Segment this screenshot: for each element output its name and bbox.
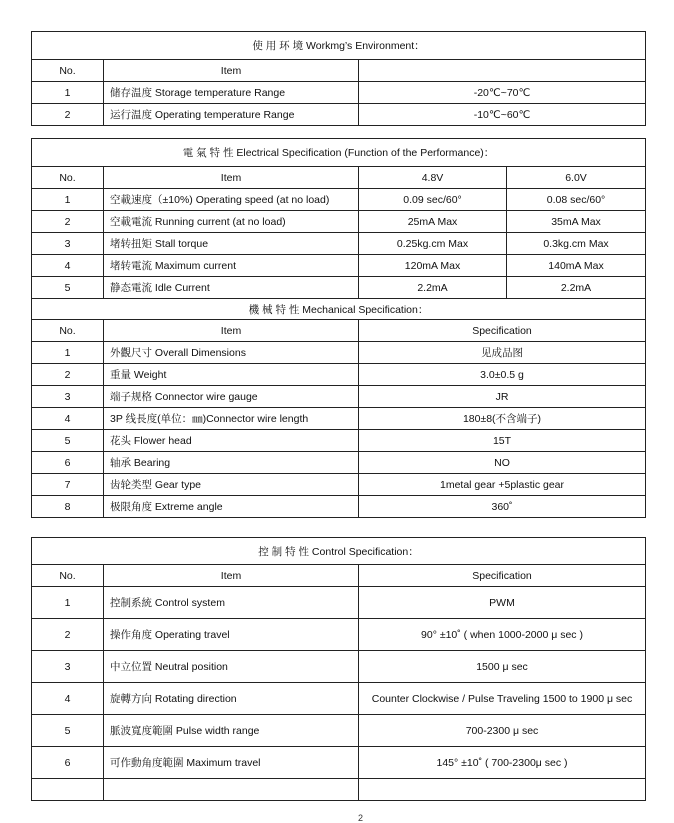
row-no: 5 <box>32 715 104 747</box>
row-item: 重量 Weight <box>104 364 359 386</box>
table-row <box>32 408 646 430</box>
header-item: Item <box>104 320 359 342</box>
header-value <box>359 60 646 82</box>
electrical-mechanical-table <box>31 138 646 518</box>
row-value: 15T <box>359 430 646 452</box>
table-row <box>32 715 646 747</box>
row-no: 5 <box>32 430 104 452</box>
blank-cell <box>359 779 646 801</box>
row-item: 操作角度 Operating travel <box>104 619 359 651</box>
header-item: Item <box>104 60 359 82</box>
header-item: Item <box>104 167 359 189</box>
table-row <box>32 211 646 233</box>
page-number: 2 <box>358 813 364 823</box>
row-no: 3 <box>32 386 104 408</box>
table-row <box>32 277 646 299</box>
row-item: 储存温度 Storage temperature Range <box>104 82 359 104</box>
row-item: 堵转電流 Maximum current <box>104 255 359 277</box>
row-no: 4 <box>32 683 104 715</box>
table-row <box>32 587 646 619</box>
table-row <box>32 619 646 651</box>
row-value: 700-2300 μ sec <box>359 715 646 747</box>
row-item: 控制系統 Control system <box>104 587 359 619</box>
row-value: -10℃~60℃ <box>359 104 646 126</box>
environment-title: 使 用 环 境 Workmg’s Environment： <box>32 32 646 60</box>
row-item: 花头 Flower head <box>104 430 359 452</box>
table-row <box>32 233 646 255</box>
row-value-6-0v: 0.3kg.cm Max <box>507 233 646 255</box>
table-row <box>32 364 646 386</box>
row-value: 1500 μ sec <box>359 651 646 683</box>
table-row <box>32 452 646 474</box>
blank-row <box>32 779 646 801</box>
header-specification: Specification <box>359 565 646 587</box>
row-no: 3 <box>32 651 104 683</box>
row-no: 2 <box>32 364 104 386</box>
row-item: 齿轮类型 Gear type <box>104 474 359 496</box>
header-no: No. <box>32 565 104 587</box>
table-row <box>32 104 646 126</box>
header-item: Item <box>104 565 359 587</box>
table-row <box>32 430 646 452</box>
row-item: 堵转扭矩 Stall torque <box>104 233 359 255</box>
row-no: 8 <box>32 496 104 518</box>
row-value: 1metal gear +5plastic gear <box>359 474 646 496</box>
row-value: 3.0±0.5 g <box>359 364 646 386</box>
row-item: 旋轉方向 Rotating direction <box>104 683 359 715</box>
row-value: -20℃~70℃ <box>359 82 646 104</box>
row-item: 外觀尺寸 Overall Dimensions <box>104 342 359 364</box>
environment-table <box>31 31 646 126</box>
table-row <box>32 651 646 683</box>
row-no: 1 <box>32 189 104 211</box>
row-value-4-8v: 120mA Max <box>359 255 507 277</box>
table-row <box>32 82 646 104</box>
row-value: Counter Clockwise / Pulse Traveling 1500 to 1900 μ sec <box>359 683 646 715</box>
row-item: 轴承 Bearing <box>104 452 359 474</box>
row-item: 静态電流 Idle Current <box>104 277 359 299</box>
control-title: 控 制 特 性 Control Specification： <box>32 538 646 565</box>
row-value-4-8v: 25mA Max <box>359 211 507 233</box>
table-row <box>32 474 646 496</box>
row-value: 145° ±10˚ ( 700-2300μ sec ) <box>359 747 646 779</box>
row-no: 1 <box>32 342 104 364</box>
row-value: 180±8(不含端子) <box>359 408 646 430</box>
row-item: 端子规格 Connector wire gauge <box>104 386 359 408</box>
row-item: 中立位置 Neutral position <box>104 651 359 683</box>
header-6-0v: 6.0V <box>507 167 646 189</box>
row-no: 3 <box>32 233 104 255</box>
row-no: 6 <box>32 452 104 474</box>
row-item: 脈波寬度範圍 Pulse width range <box>104 715 359 747</box>
row-value-4-8v: 2.2mA <box>359 277 507 299</box>
table-row <box>32 386 646 408</box>
row-value: JR <box>359 386 646 408</box>
row-no: 1 <box>32 587 104 619</box>
mechanical-title: 機 械 特 性 Mechanical Specification： <box>32 299 646 320</box>
row-value: NO <box>359 452 646 474</box>
row-no: 1 <box>32 82 104 104</box>
blank-cell <box>104 779 359 801</box>
table-row <box>32 342 646 364</box>
row-item: 可作動角度範圍 Maximum travel <box>104 747 359 779</box>
header-4-8v: 4.8V <box>359 167 507 189</box>
electrical-title: 電 氣 特 性 Electrical Specification (Function of the Performance)： <box>32 139 646 167</box>
table-row <box>32 747 646 779</box>
row-value-6-0v: 35mA Max <box>507 211 646 233</box>
row-no: 2 <box>32 211 104 233</box>
row-value-6-0v: 2.2mA <box>507 277 646 299</box>
row-no: 6 <box>32 747 104 779</box>
table-row <box>32 496 646 518</box>
row-value-6-0v: 140mA Max <box>507 255 646 277</box>
row-item: 空載速度（±10%) Operating speed (at no load) <box>104 189 359 211</box>
table-row <box>32 683 646 715</box>
header-specification: Specification <box>359 320 646 342</box>
row-no: 2 <box>32 104 104 126</box>
row-value: 见成品图 <box>359 342 646 364</box>
row-item: 空載電流 Running current (at no load) <box>104 211 359 233</box>
blank-cell <box>32 779 104 801</box>
row-value: 360˚ <box>359 496 646 518</box>
table-row <box>32 255 646 277</box>
row-no: 2 <box>32 619 104 651</box>
row-no: 5 <box>32 277 104 299</box>
row-value: PWM <box>359 587 646 619</box>
row-value-4-8v: 0.09 sec/60° <box>359 189 507 211</box>
row-item: 3P 线長度(单位：㎜)Connector wire length <box>104 408 359 430</box>
row-value-4-8v: 0.25kg.cm Max <box>359 233 507 255</box>
table-row <box>32 189 646 211</box>
row-item: 极限角度 Extreme angle <box>104 496 359 518</box>
row-no: 4 <box>32 408 104 430</box>
row-item: 运行温度 Operating temperature Range <box>104 104 359 126</box>
header-no: No. <box>32 320 104 342</box>
row-no: 7 <box>32 474 104 496</box>
row-no: 4 <box>32 255 104 277</box>
header-no: No. <box>32 60 104 82</box>
header-no: No. <box>32 167 104 189</box>
control-table <box>31 537 646 801</box>
row-value-6-0v: 0.08 sec/60° <box>507 189 646 211</box>
row-value: 90° ±10˚ ( when 1000-2000 μ sec ) <box>359 619 646 651</box>
